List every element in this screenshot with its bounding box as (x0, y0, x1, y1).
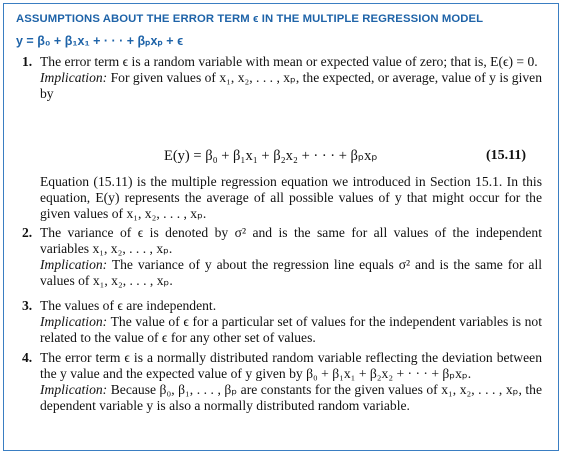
assumption-number: 1. (22, 54, 33, 69)
assumption-4 (22, 350, 542, 414)
assumptions-box (3, 3, 559, 451)
equation-note: Equation (15.11) is the multiple regression equation we introduced in Section 15.1. In this equation, E(y) represents the average of all possible values of y that might occur for the given values of x₁, x₂, . . . , xₚ. (40, 174, 542, 221)
implication-text: The value of ϵ for a particular set of values for the independent variables is not related to the value of ϵ for any other set of values. (40, 314, 542, 345)
model-equation: y = β₀ + β₁x₁ + · · · + βₚxₚ + ϵ (16, 34, 184, 48)
implication-label: Implication: (40, 314, 108, 329)
assumption-3 (22, 298, 542, 346)
assumption-number: 2. (22, 225, 33, 240)
expected-value-equation: E(y) = β₀ + β₁x₁ + β₂x₂ + · · · + βₚxₚ (164, 148, 378, 164)
assumption-2 (22, 225, 542, 289)
implication-text: Because β₀, β₁, . . . , βₚ are constants for the given values of x₁, x₂, . . . , xₚ, the dependent variable y is also a normally distributed random variable. (40, 382, 542, 413)
box-title: ASSUMPTIONS ABOUT THE ERROR TERM ϵ IN THE MULTIPLE REGRESSION MODEL (16, 13, 484, 25)
assumption-statement: The variance of ϵ is denoted by σ² and is the same for all values of the independent variables x₁, x₂, . . . , xₚ. (40, 225, 542, 256)
assumption-1 (22, 54, 542, 102)
implication-text: For given values of x₁, x₂, . . . , xₚ, the expected, or average, value of y is given by (40, 70, 542, 101)
assumption-number: 3. (22, 298, 33, 313)
implication-text: The variance of y about the regression line equals σ² and is the same for all values of x₁, x₂, . . . , xₚ. (40, 257, 542, 288)
implication-label: Implication: (40, 382, 108, 397)
assumption-statement: The error term ϵ is a normally distributed random variable reflecting the deviation between the y value and the expected value of y given by β₀ + β₁x₁ + β₂x₂ + · · · + βₚxₚ. (40, 350, 542, 381)
implication-label: Implication: (40, 257, 108, 272)
assumption-number: 4. (22, 350, 33, 365)
implication-label: Implication: (40, 70, 108, 85)
equation-number: (15.11) (485, 148, 526, 163)
assumption-statement: The values of ϵ are independent. (40, 298, 217, 313)
assumption-statement: The error term ϵ is a random variable with mean or expected value of zero; that is, E(ϵ) = 0. (40, 54, 538, 69)
